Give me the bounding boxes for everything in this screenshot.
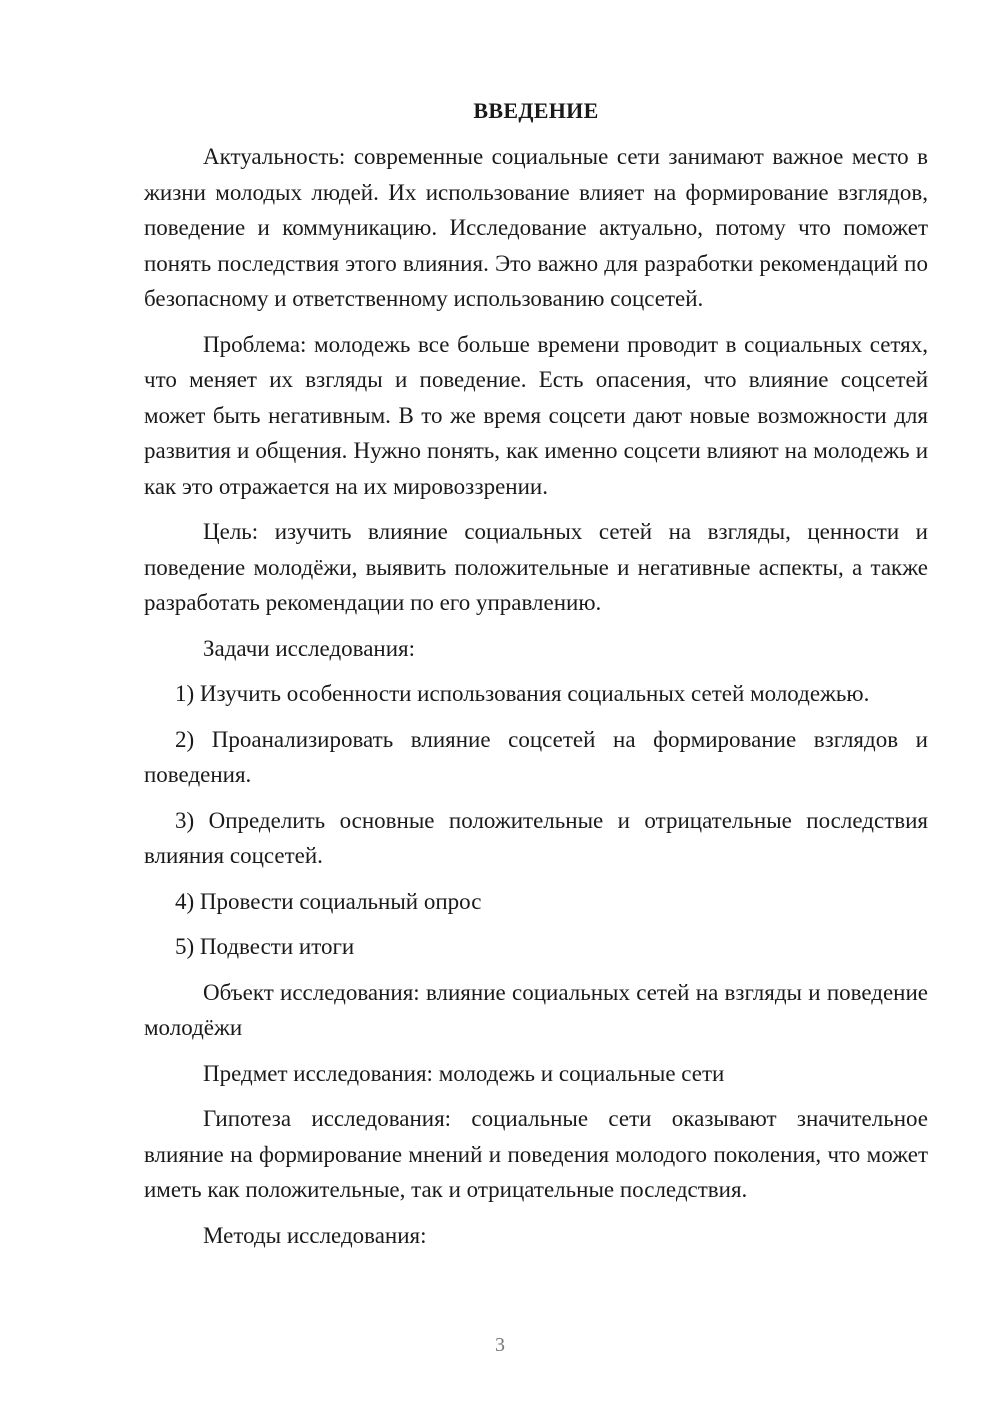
section-title: ВВЕДЕНИЕ — [473, 98, 599, 123]
task-item-2: 2) Проанализировать влияние соцсетей на формирование взглядов и поведения. — [144, 726, 928, 787]
paragraph-goal: Цель: изучить влияние социальных сетей на взгляды, ценности и поведение молодёжи, выявить положительные и негативные аспекты, а также разработать рекомендации по его управлению. — [144, 519, 928, 615]
tasks-heading: Задачи исследования: — [203, 635, 416, 661]
paragraph-relevance: Актуальность: современные социальные сети занимают важное место в жизни молодых людей. Их использование влияет на формирование взглядов, поведение и коммуникацию. Исследование актуально, потому что поможет понять последствия этого влияния. Это важно для разработки рекомендаций по безопасному и ответственному использованию соцсетей. — [144, 144, 928, 311]
page-content — [144, 96, 928, 1263]
task-item-4: 4) Провести социальный опрос — [175, 888, 482, 914]
task-item-1: 1) Изучить особенности использования социальных сетей молодежью. — [175, 681, 870, 706]
paragraph-object: Объект исследования: влияние социальных сетей на взгляды и поведение молодёжи — [144, 979, 928, 1040]
paragraph-problem: Проблема: молодежь все больше времени проводит в социальных сетях, что меняет их взгляды и поведение. Есть опасения, что влияние соцсетей может быть негативным. В то же время соцсети дают новые возможности для развития и общения. Нужно понять, как именно соцсети влияют на молодежь и как это отражается на их мировоззрении. — [144, 331, 928, 499]
task-item-3: 3) Определить основные положительные и отрицательные последствия влияния соцсетей. — [144, 807, 928, 868]
page-number: 3 — [495, 1334, 505, 1356]
paragraph-hypothesis: Гипотеза исследования: социальные сети оказывают значительное влияние на формирование мнений и поведения молодого поколения, что может иметь как положительные, так и отрицательные последствия. — [144, 1106, 928, 1202]
task-item-5: 5) Подвести итоги — [175, 934, 355, 959]
paragraph-subject: Предмет исследования: молодежь и социальные сети — [203, 1060, 725, 1086]
methods-heading: Методы исследования: — [203, 1222, 427, 1248]
